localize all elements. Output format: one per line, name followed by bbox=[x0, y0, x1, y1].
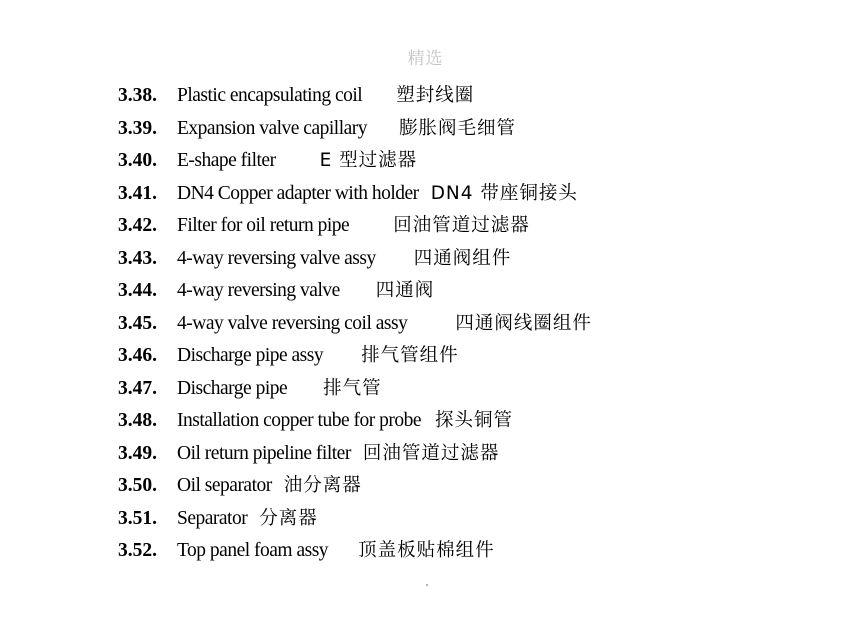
list-item bbox=[118, 438, 818, 471]
list-item bbox=[118, 145, 818, 178]
list-item bbox=[118, 308, 818, 341]
item-number: 3.48. bbox=[118, 410, 157, 431]
item-english-name: E-shape filter bbox=[177, 150, 276, 171]
list-item bbox=[118, 178, 818, 211]
item-chinese-name: 油分离器 bbox=[283, 475, 362, 496]
item-english-name: Oil return pipeline filter bbox=[177, 442, 351, 464]
list-item bbox=[118, 243, 818, 276]
item-chinese-name: 膨胀阀毛细管 bbox=[399, 117, 517, 139]
list-item bbox=[118, 535, 818, 568]
list-item bbox=[118, 503, 818, 536]
item-chinese-name: 分离器 bbox=[259, 507, 318, 529]
item-chinese-name: 回油管道过滤器 bbox=[393, 215, 530, 236]
item-chinese-name: 排气管组件 bbox=[361, 345, 459, 366]
item-english-name: Top panel foam assy bbox=[177, 540, 329, 561]
item-number: 3.49. bbox=[118, 442, 157, 464]
item-english-name: 4-way valve reversing coil assy bbox=[177, 312, 408, 334]
item-chinese-name: 四通阀 bbox=[375, 280, 435, 301]
item-english-name: Discharge pipe bbox=[177, 377, 288, 399]
item-number: 3.43. bbox=[118, 247, 157, 269]
list-item bbox=[118, 80, 818, 113]
item-number: 3.44. bbox=[118, 280, 157, 301]
item-chinese-name: 四通阀线圈组件 bbox=[455, 312, 592, 334]
item-number: 3.50. bbox=[118, 475, 157, 496]
item-english-name: Installation copper tube for probe bbox=[177, 410, 421, 431]
item-chinese-name: 塑封线圈 bbox=[396, 85, 475, 106]
item-chinese-name: 顶盖板贴棉组件 bbox=[358, 540, 495, 561]
item-number: 3.47. bbox=[118, 377, 157, 399]
list-item bbox=[118, 113, 818, 146]
item-number: 3.42. bbox=[118, 215, 157, 236]
item-english-name: Oil separator bbox=[177, 475, 272, 496]
item-number: 3.52. bbox=[118, 540, 157, 561]
list-item bbox=[118, 373, 818, 406]
list-item bbox=[118, 470, 818, 503]
item-english-name: Plastic encapsulating coil bbox=[177, 85, 363, 106]
item-chinese-name: DN4 带座铜接头 bbox=[430, 182, 578, 204]
item-chinese-name: 排气管 bbox=[323, 377, 382, 399]
item-number: 3.39. bbox=[118, 117, 157, 139]
item-number: 3.46. bbox=[118, 345, 157, 366]
item-number: 3.51. bbox=[118, 507, 157, 529]
item-english-name: Separator bbox=[177, 507, 248, 529]
parts-list bbox=[118, 80, 818, 568]
item-english-name: Discharge pipe assy bbox=[177, 345, 324, 366]
list-item bbox=[118, 340, 818, 373]
item-number: 3.38. bbox=[118, 85, 157, 106]
item-chinese-name: 回油管道过滤器 bbox=[362, 442, 500, 464]
list-item bbox=[118, 405, 818, 438]
list-item bbox=[118, 210, 818, 243]
item-number: 3.40. bbox=[118, 150, 157, 171]
page-header: 精选 bbox=[407, 49, 444, 69]
item-english-name: 4-way reversing valve bbox=[177, 280, 340, 301]
item-english-name: Filter for oil return pipe bbox=[177, 215, 350, 236]
footer-mark bbox=[426, 584, 428, 586]
item-chinese-name: 四通阀组件 bbox=[413, 247, 512, 269]
item-number: 3.41. bbox=[118, 182, 157, 204]
item-english-name: 4-way reversing valve assy bbox=[177, 247, 376, 269]
list-item bbox=[118, 275, 818, 308]
item-english-name: Expansion valve capillary bbox=[177, 117, 368, 139]
item-english-name: DN4 Copper adapter with holder bbox=[177, 182, 419, 204]
item-chinese-name: E 型过滤器 bbox=[319, 150, 418, 171]
item-number: 3.45. bbox=[118, 312, 157, 334]
item-chinese-name: 探头铜管 bbox=[435, 410, 514, 431]
